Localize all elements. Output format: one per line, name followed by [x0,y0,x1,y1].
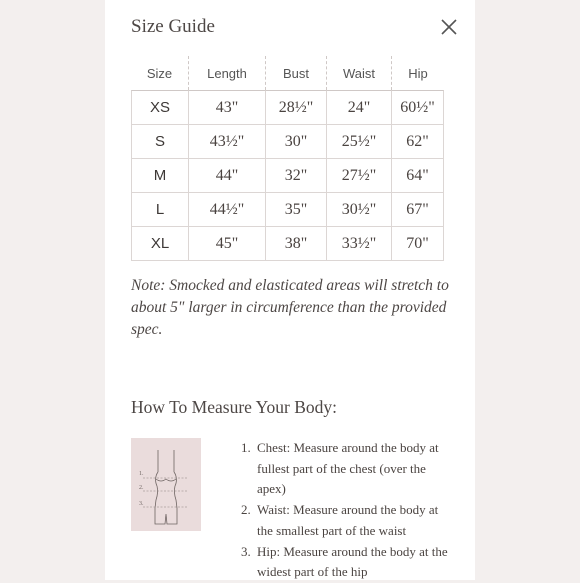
step-number: 1. [241,440,251,455]
column-header-size: Size [146,65,173,81]
bust-cell: 30" [265,124,326,158]
figure-label-2: 2. [139,485,144,491]
table-header-row [131,56,444,90]
length-cell: 43" [188,90,265,124]
close-button[interactable] [440,18,458,36]
hip-cell: 70" [391,226,444,261]
table-row [131,192,444,226]
size-table [131,56,444,261]
list-item [241,542,456,583]
waist-cell: 30½" [326,192,391,226]
figure-label-1: 1. [139,471,144,477]
step-number: 2. [241,502,251,518]
measure-heading: How To Measure Your Body: [131,397,338,417]
table-row [131,124,444,158]
column-header-hip: Hip [391,56,444,90]
step-number: 3. [241,543,251,559]
length-cell: 44" [188,158,265,192]
close-icon [440,18,458,36]
page-title: Size Guide [131,16,215,37]
list-item [241,500,456,541]
column-header-bust: Bust [265,56,326,90]
bust-cell: 38" [265,226,326,261]
column-header-waist: Waist [326,56,391,90]
step-text: Waist: Measure around the body at the smallest part of the waist [257,502,439,538]
size-cell: S [131,124,188,158]
size-cell: XL [131,226,188,261]
length-cell: 43½" [188,124,265,158]
waist-cell: 33½" [326,226,391,261]
figure-label-3: 3. [139,501,144,507]
hip-cell: 67" [391,192,444,226]
size-cell: L [131,192,188,226]
bust-cell: 28½" [265,90,326,124]
list-item [241,438,456,500]
length-cell: 44½" [188,192,265,226]
bust-cell: 35" [265,192,326,226]
hip-cell: 60½" [391,90,444,124]
column-header-length: Length [188,56,265,90]
length-cell: 45" [188,226,265,261]
step-text: Chest: Measure around the body at fullest part of the chest (over the apex) [257,440,439,497]
waist-cell: 24" [326,90,391,124]
body-measurement-figure [131,438,201,531]
measure-steps [241,438,456,583]
hip-cell: 64" [391,158,444,192]
size-cell: XS [131,90,188,124]
table-row [131,158,444,192]
size-cell: M [131,158,188,192]
waist-cell: 25½" [326,124,391,158]
hip-cell: 62" [391,124,444,158]
waist-cell: 27½" [326,158,391,192]
step-text: Hip: Measure around the body at the widest part of the hip [257,543,448,580]
bust-cell: 32" [265,158,326,192]
table-row [131,226,444,261]
table-row [131,90,444,124]
stretch-note: Note: Smocked and elasticated areas will stretch to about 5" larger in circumference than the provided spec. [131,277,449,338]
